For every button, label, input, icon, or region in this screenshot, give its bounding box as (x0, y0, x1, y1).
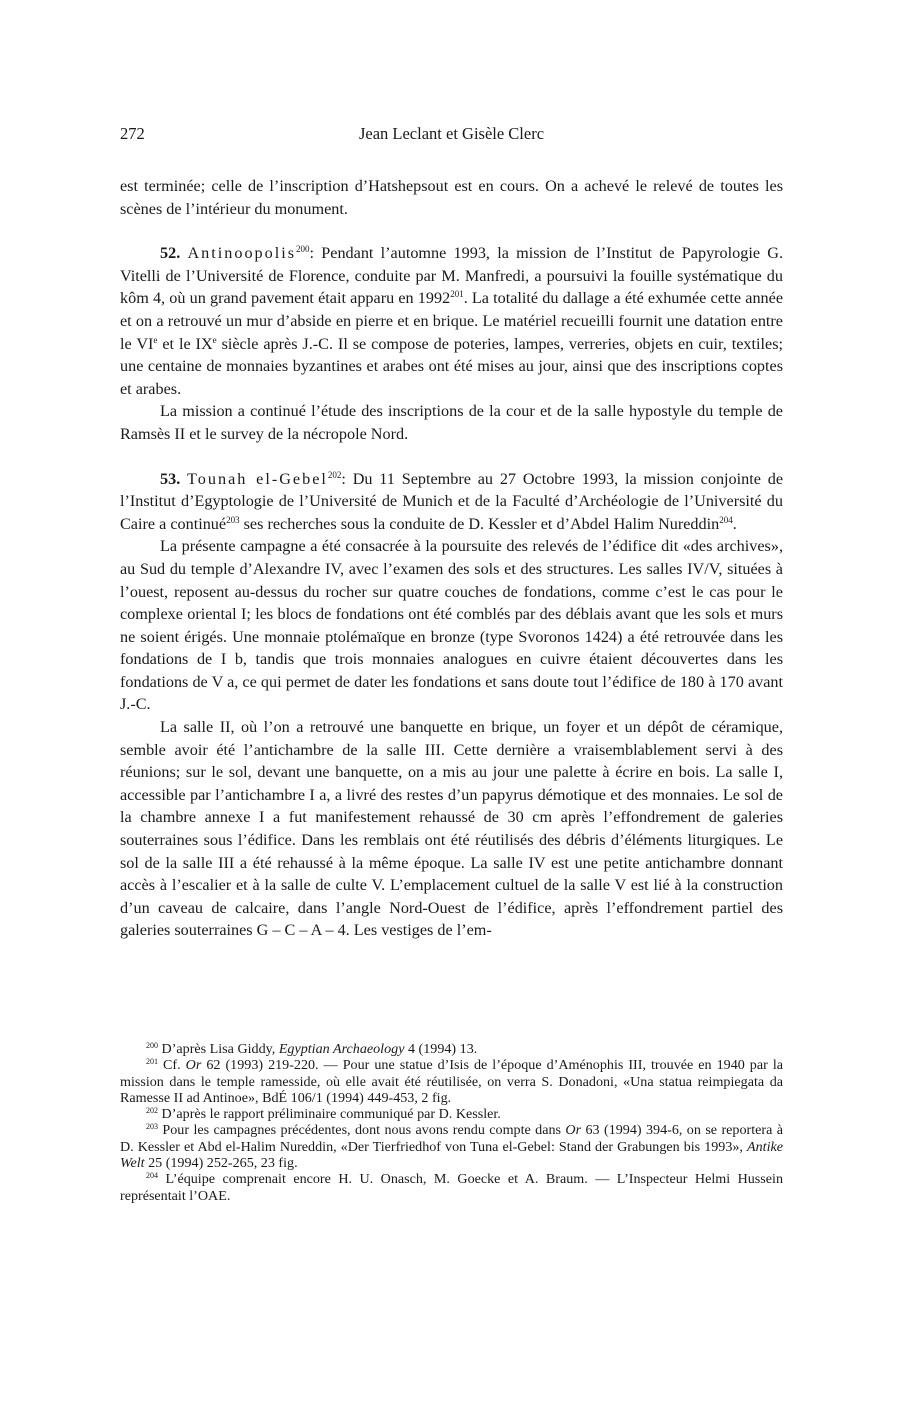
intro-paragraph: est terminée; celle de l’inscription d’Hatshepsout est en cours. On a achevé le relevé de toutes les scènes de l’intérieur du monument. (120, 177, 783, 218)
footnote-number: 204 (146, 1171, 158, 1181)
superscript-e: e (212, 334, 217, 345)
footnote-number: 201 (146, 1057, 158, 1067)
footnote-text: Cf. (158, 1057, 186, 1074)
footnote-text: D’après Lisa Giddy, (158, 1041, 279, 1057)
footnote-ref-200[interactable]: 200 (296, 244, 310, 255)
section-52-paragraph-1 (120, 242, 783, 400)
section-52-text-a: : Pendant l’automne 1993, la mission de l’Institut de Papyrologie G. Vitelli de l’Université de Florence, conduite par M. Manfredi, a poursuivi la fouille systématique du kôm 4, où un grand pavement était apparu en 1992 (120, 244, 784, 308)
footnote-journal-title: Antike Welt (120, 1138, 783, 1172)
section-53-text-a: : Du 11 Septembre au 27 Octobre 1993, la mission conjointe de l’Institut d’Egyptologie de l’Université de Munich et de la Faculté d’Archéologie de l’Université du Caire a continué (120, 469, 784, 533)
footnote-journal-title: Egyptian Archaeology (278, 1041, 405, 1057)
footnote-ref-201[interactable]: 201 (450, 289, 464, 300)
page-header (120, 124, 783, 148)
footnote-text: D’après le rapport préliminaire communiqué par D. Kessler. (158, 1106, 501, 1123)
section-52-paragraph-2: La mission a continué l’étude des inscriptions de la cour et de la salle hypostyle du temple de Ramsès II et le survey de la nécropole Nord. (120, 402, 783, 443)
footnote-200 (120, 1041, 783, 1057)
section-53-paragraph-2: La présente campagne a été consacrée à la poursuite des relevés de l’édifice dit «des archives», au Sud du temple d’Alexandre IV, avec l’examen des sols et des structures. Les salles IV/V, situées à l’ouest, reposent au-dessus du rocher sur quatre couches de fondations, comme c’est le cas pour le complexe oriental I; les blocs de fondations ont été comblés par des déblais avant que les sols et murs ne soient érigés. Une monnaie ptolémaïque en bronze (type Svoronos 1424) a été retrouvée dans les fondations de I b, tandis que trois monnaies analogues en cuivre étaient découvertes dans les fondations de V a, ce qui permet de dater les fondations et sans doute tout l’édifice de 180 à 170 avant J.-C. (120, 537, 783, 714)
footnote-203 (120, 1122, 783, 1171)
section-53-site-name: Tounah el-Gebel (187, 469, 328, 488)
footnote-text: 62 (1993) 219-220. — Pour une statue d’Isis de l’époque d’Aménophis III, trouvée en 1940 par la mission dans le temple ramesside, où elle avait été réutilisée, on verra S. Donadoni, «Una statua reimpiegata da Ramesse II ad Antinoe», BdÉ 106/1 (1994) 449-453, 2 fig. (120, 1057, 783, 1106)
section-53-paragraph-1 (120, 468, 783, 536)
footnote-number: 203 (146, 1122, 158, 1132)
footnote-201 (120, 1057, 783, 1106)
section-53-text-c: . (732, 514, 737, 533)
footnote-ref-204[interactable]: 204 (719, 514, 733, 525)
footnotes (120, 1041, 783, 1204)
footnote-text: 4 (1994) 13. (404, 1041, 478, 1057)
section-52-site-name: Antinoopolis (187, 244, 297, 263)
footnote-ref-202[interactable]: 202 (327, 469, 342, 480)
footnote-202 (120, 1106, 783, 1122)
section-52-text-d: siècle après J.-C. Il se compose de poteries, lampes, verreries, objets en cuir, textiles; une centaine de monnaies byzantines et arabes ont été mises au jour, ainsi que des inscriptions coptes et arabes. (120, 334, 783, 398)
section-52-text-b: . La totalité du dallage a été exhumée cette année et on a retrouvé un mur d’abside en pierre et en brique. Le matériel recueilli fournit une datation entre le VI (120, 289, 783, 353)
section-53-paragraph-3: La salle II, où l’on a retrouvé une banquette en brique, un foyer et un dépôt de céramique, semble avoir été l’antichambre de la salle III. Cette dernière a vraisemblablement servi à des réunions; sur le sol, devant une banquette, on a mis au jour une palette à écrire en bois. La salle I, accessible par l’antichambre I a, a livré des restes d’un papyrus démotique et des monnaies. Le sol de la chambre annexe I a fut manifestement rehaussé de 30 cm après l’effondrement de galeries souterraines sous l’édifice. Dans les remblais ont été réutilisés des débris d’éléments liturgiques. Le sol de la salle III a été rehaussé à la même époque. La salle IV est une petite antichambre donnant accès à l’escalier et à la salle de culte V. L’emplacement cultuel de la salle V est lié à la construction d’un caveau de calcaire, dans l’angle Nord-Ouest de l’édifice, après l’effondrement partiel des galeries souterraines G – C – A – 4. Les vestiges de l’em- (120, 718, 783, 940)
page-number: 272 (120, 124, 145, 143)
footnote-ref-203[interactable]: 203 (226, 514, 240, 525)
footnote-204 (120, 1171, 783, 1204)
footnote-text: L’équipe comprenait encore H. U. Onasch, M. Goecke et A. Braum. — L’Inspecteur Helmi Hussein représentait l’OAE. (120, 1171, 783, 1204)
footnote-number: 200 (146, 1041, 158, 1050)
section-53-number: 53. (160, 469, 181, 488)
footnote-journal-title: Or (565, 1122, 582, 1139)
section-52-number: 52. (160, 244, 181, 263)
footnote-text: Pour les campagnes précédentes, dont nous avons rendu compte dans (158, 1122, 566, 1139)
body-text (120, 175, 783, 942)
footnote-text: 25 (1994) 252-265, 23 fig. (144, 1155, 298, 1172)
footnote-text: 63 (1994) 394-6, on se reportera à D. Kessler et Abd el-Halim Nureddin, «Der Tierfriedhof von Tuna el-Gebel: Stand der Grabungen bis 1993», (120, 1122, 783, 1155)
superscript-e: e (153, 334, 158, 345)
section-53-text-b: ses recherches sous la conduite de D. Kessler et d’Abdel Halim Nureddin (239, 514, 720, 533)
footnote-journal-title: Or (185, 1057, 202, 1074)
footnote-number: 202 (146, 1106, 158, 1116)
running-head: Jean Leclant et Gisèle Clerc (358, 124, 545, 143)
section-52-text-c: et le IX (157, 334, 213, 353)
